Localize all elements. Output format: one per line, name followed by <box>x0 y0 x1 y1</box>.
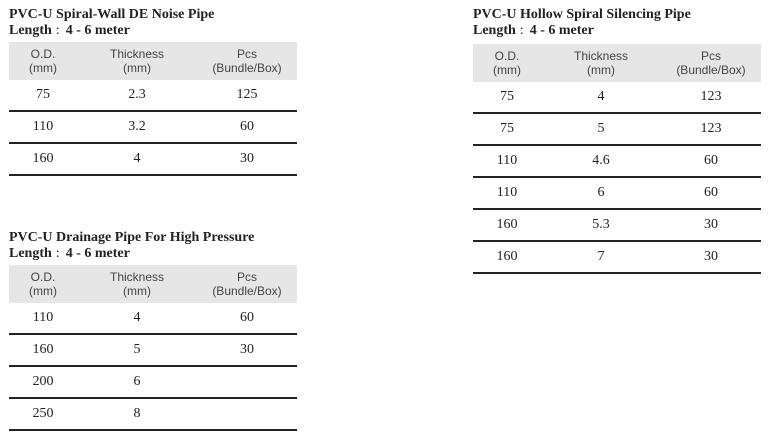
header-row <box>9 42 297 80</box>
cell-thickness: 4.6 <box>541 145 661 177</box>
cell-od: 160 <box>473 241 541 273</box>
cell-thickness: 3.2 <box>77 111 197 143</box>
length-separator: : <box>519 23 524 38</box>
spiral-wall-noise-pipe-section <box>9 7 297 176</box>
spec-table <box>9 42 297 176</box>
table-row <box>9 334 297 366</box>
cell-od: 160 <box>9 334 77 366</box>
cell-pcs: 60 <box>197 111 297 143</box>
table-row <box>473 145 761 177</box>
header-pcs-line: Pcs <box>236 270 257 284</box>
cell-od: 110 <box>9 111 77 143</box>
length-line <box>9 246 297 262</box>
header-od-line: O.D. <box>494 49 520 63</box>
drainage-pipe-section <box>9 230 297 431</box>
table-row <box>9 80 297 111</box>
cell-pcs <box>197 398 297 430</box>
header-thickness-line: (mm) <box>123 284 151 298</box>
cell-thickness: 8 <box>77 398 197 430</box>
header-thickness-line: Thickness <box>109 270 165 284</box>
header-od-line: (mm) <box>29 284 57 298</box>
header-od <box>9 265 77 303</box>
cell-od: 110 <box>473 177 541 209</box>
header-pcs-line: (Bundle/Box) <box>676 63 746 77</box>
hollow-spiral-pipe-section <box>473 7 761 274</box>
header-pcs <box>197 265 297 303</box>
cell-od: 75 <box>473 113 541 145</box>
cell-thickness: 4 <box>77 143 197 175</box>
header-row <box>473 44 761 82</box>
table-title: PVC-U Drainage Pipe For High Pressure <box>9 230 255 245</box>
cell-pcs: 125 <box>197 80 297 111</box>
cell-pcs <box>197 366 297 398</box>
length-label: Length <box>473 23 516 38</box>
header-thickness <box>541 44 661 82</box>
cell-pcs: 30 <box>197 143 297 175</box>
length-line <box>9 23 297 39</box>
cell-pcs: 123 <box>661 82 761 113</box>
cell-pcs: 60 <box>661 145 761 177</box>
cell-thickness: 5 <box>77 334 197 366</box>
cell-thickness: 6 <box>77 366 197 398</box>
table-title: PVC-U Hollow Spiral Silencing Pipe <box>473 7 691 22</box>
cell-od: 110 <box>9 303 77 334</box>
header-od-line: (mm) <box>493 63 521 77</box>
cell-thickness: 4 <box>541 82 661 113</box>
cell-thickness: 5.3 <box>541 209 661 241</box>
cell-od: 75 <box>473 82 541 113</box>
header-pcs-line: Pcs <box>700 49 721 63</box>
length-line <box>473 23 761 39</box>
cell-od: 110 <box>473 145 541 177</box>
header-od-line: (mm) <box>29 61 57 75</box>
table-row <box>9 398 297 430</box>
table-row <box>473 113 761 145</box>
header-pcs-line: (Bundle/Box) <box>212 284 282 298</box>
header-thickness <box>77 265 197 303</box>
cell-od: 250 <box>9 398 77 430</box>
cell-pcs: 30 <box>661 241 761 273</box>
length-value: 4 - 6 meter <box>65 246 130 261</box>
cell-od: 200 <box>9 366 77 398</box>
spec-table <box>9 265 297 431</box>
cell-thickness: 2.3 <box>77 80 197 111</box>
table-title: PVC-U Spiral-Wall DE Noise Pipe <box>9 7 215 22</box>
header-thickness <box>77 42 197 80</box>
cell-od: 75 <box>9 80 77 111</box>
header-thickness-line: Thickness <box>109 47 165 61</box>
header-pcs-line: (Bundle/Box) <box>212 61 282 75</box>
cell-thickness: 4 <box>77 303 197 334</box>
table-row <box>9 111 297 143</box>
length-value: 4 - 6 meter <box>529 23 594 38</box>
table-row <box>9 303 297 334</box>
cell-od: 160 <box>473 209 541 241</box>
header-pcs-line: Pcs <box>236 47 257 61</box>
header-thickness-line: (mm) <box>587 63 615 77</box>
length-label: Length <box>9 246 52 261</box>
table-row <box>9 366 297 398</box>
length-value: 4 - 6 meter <box>65 23 130 38</box>
header-thickness-line: Thickness <box>573 49 629 63</box>
header-pcs <box>197 42 297 80</box>
cell-thickness: 7 <box>541 241 661 273</box>
length-label: Length <box>9 23 52 38</box>
header-thickness-line: (mm) <box>123 61 151 75</box>
spec-table <box>473 44 761 274</box>
table-row <box>473 82 761 113</box>
cell-pcs: 60 <box>197 303 297 334</box>
table-row <box>473 209 761 241</box>
cell-thickness: 5 <box>541 113 661 145</box>
cell-pcs: 30 <box>661 209 761 241</box>
cell-thickness: 6 <box>541 177 661 209</box>
length-separator: : <box>55 246 60 261</box>
table-row <box>473 177 761 209</box>
header-od <box>473 44 541 82</box>
header-od-line: O.D. <box>30 270 56 284</box>
cell-od: 160 <box>9 143 77 175</box>
cell-pcs: 123 <box>661 113 761 145</box>
length-separator: : <box>55 23 60 38</box>
cell-pcs: 30 <box>197 334 297 366</box>
header-od <box>9 42 77 80</box>
header-row <box>9 265 297 303</box>
header-od-line: O.D. <box>30 47 56 61</box>
header-pcs <box>661 44 761 82</box>
cell-pcs: 60 <box>661 177 761 209</box>
table-row <box>473 241 761 273</box>
table-row <box>9 143 297 175</box>
